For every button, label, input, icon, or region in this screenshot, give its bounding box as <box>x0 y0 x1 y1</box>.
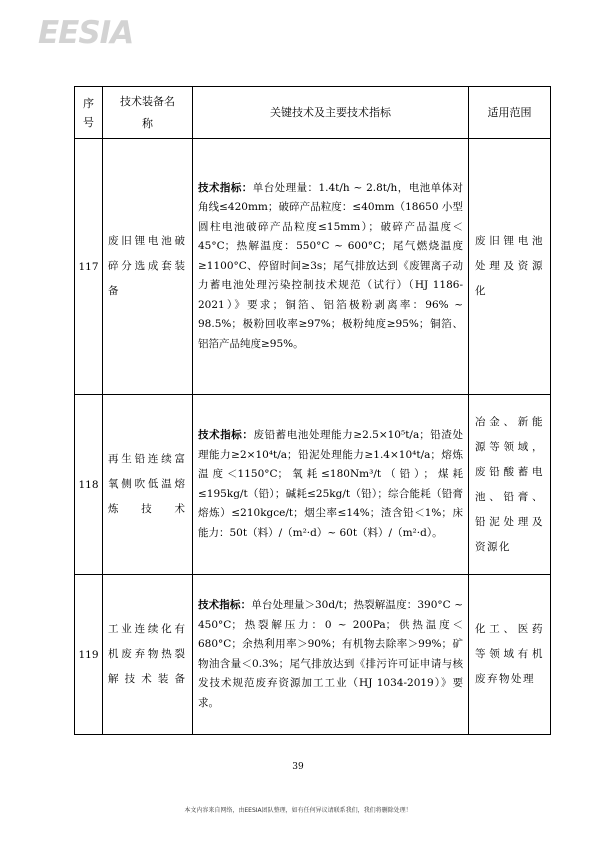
indicator-label: 技术指标： <box>198 599 252 611</box>
row-indicators <box>193 395 469 575</box>
row-scope: 废旧锂电池处理及资源化 <box>469 139 551 395</box>
row-index: 118 <box>75 395 103 575</box>
row-scope: 冶金、新能源等领域，废铅酸蓄电池、铅膏、铅泥处理及资源化 <box>469 395 551 575</box>
row-equipment-name: 工业连续化有机废弃物热裂解技术装备 <box>103 575 193 735</box>
footer-disclaimer: 本文内容来自网络，由EESIA团队整理，如有任何异议请联系我们，我们将删除处理！ <box>184 807 412 814</box>
row-scope: 化工、医药等领域有机废弃物处理 <box>469 575 551 735</box>
indicator-text: 废铅蓄电池处理能力≥2.5×10⁵t/a；铅渣处理能力≥2×10⁴t/a；铅泥处理能力≥1.4×10⁴t/a；熔炼温度＜1150°C；氧耗≤180Nm³/t（铅）；煤耗≤195kg/t（铅）；碱耗≤25kg/t（铅）；综合能耗（铅膏熔炼）≤210kgce/t；烟尘率≤14%；渣含铅＜1%；床能力：50t（料）/（m²·d）~ 60t（料）/（m²·d）。 <box>198 429 464 539</box>
header-indicators: 关键技术及主要技术指标 <box>193 87 469 139</box>
table-header-row <box>75 87 551 139</box>
row-index: 117 <box>75 139 103 395</box>
header-scope: 适用范围 <box>469 87 551 139</box>
indicator-text: 单台处理量：1.4t/h ~ 2.8t/h，电池单体对角线≤420mm；破碎产品粒度：≤40mm（18650 小型圆柱电池破碎产品粒度≤15mm）；破碎产品温度＜45°C；热解温度：550°C ~ 600°C；尾气燃烧温度≥1100°C、停留时间≥3s；尾气排放达到《废锂离子动力蓄电池处理污染控制技术规范（试行）（HJ 1186-2021）》要求；铜箔、铝箔极粉剥离率：96% ~ 98.5%；极粉回收率≥97%；极粉纯度≥95%；铜箔、铝箔产品纯度≥95%。 <box>198 181 463 350</box>
eesia-logo <box>38 12 148 52</box>
table-row <box>75 575 551 735</box>
indicator-text: 单台处理量＞30d/t；热裂解温度：390°C ~ 450°C；热裂解压力：0 ~ 200Pa；供热温度＜680°C；余热利用率＞90%；有机物去除率＞99%；矿物油含量＜0.3%；尾气排放达到《排污许可证申请与核发技术规范废弃资源加工工业（HJ 1034-2019）》要求。 <box>198 599 463 709</box>
row-indicators <box>193 139 469 395</box>
technical-equipment-table <box>74 86 551 735</box>
indicator-label: 技术指标： <box>198 181 253 194</box>
table-row <box>75 139 551 395</box>
indicator-label: 技术指标： <box>198 429 254 441</box>
header-equipment: 技术装备名称 <box>103 87 193 139</box>
table-row <box>75 395 551 575</box>
logo-text: EESIA <box>38 15 134 51</box>
row-index: 119 <box>75 575 103 735</box>
row-equipment-name: 废旧锂电池破碎分选成套装备 <box>103 139 193 395</box>
page-number: 39 <box>292 762 304 772</box>
row-indicators <box>193 575 469 735</box>
row-equipment-name: 再生铅连续富氧侧吹低温熔炼技术 <box>103 395 193 575</box>
header-index: 序号 <box>75 87 103 139</box>
